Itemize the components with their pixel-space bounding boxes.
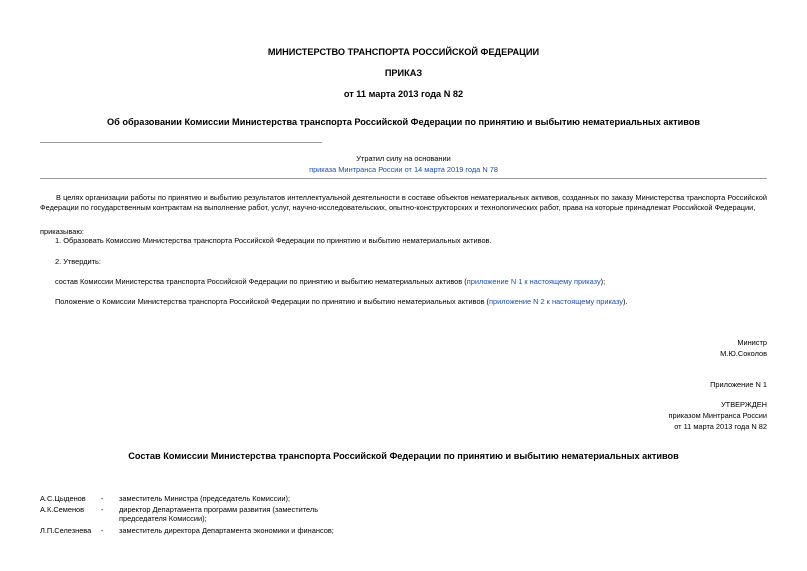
appendix-2-link[interactable]: приложение N 2 к настоящему приказу bbox=[489, 297, 623, 306]
sub-item-2-text: Положение о Комиссии Министерства транспорта Российской Федерации по принятию и выбытию нематериальных активов ( bbox=[55, 297, 490, 306]
appendix-title: Состав Комиссии Министерства транспорта Российской Федерации по принятию и выбытию нематериальных активов bbox=[128, 451, 679, 461]
separator-short bbox=[40, 142, 322, 143]
member-role: директор Департамента программ развития (заместитель председателя Комиссии); bbox=[119, 505, 319, 523]
appendix-1-link[interactable]: приложение N 1 к настоящему приказу bbox=[466, 277, 601, 286]
order-sub-item-1 bbox=[55, 277, 605, 286]
signature-name: М.Ю.Соколов bbox=[720, 349, 767, 358]
appendix-label: Приложение N 1 bbox=[710, 380, 767, 389]
separator-long bbox=[40, 178, 767, 179]
appendix-by-order: приказом Минтранса России bbox=[668, 411, 767, 420]
member-dash: - bbox=[101, 494, 104, 503]
member-role: заместитель директора Департамента экономики и финансов; bbox=[119, 526, 334, 535]
intro-paragraph: В целях организации работы по принятию и выбытию результатов интеллектуальной деятельности в составе объектов нематериальных активов, созданных по заказу Министерства транспорта Российской Федерации по государственным контрактам на выполнение работ, услуг, научно-исследовательских, опытно-конструкторских и технологических работ, права на которые принадлежат Российской Федерации, bbox=[40, 193, 767, 212]
order-item-1: 1. Образовать Комиссию Министерства транспорта Российской Федерации по принятию и выбытию нематериальных активов. bbox=[55, 236, 492, 245]
order-sub-item-2 bbox=[55, 297, 627, 306]
member-name: А.С.Цыденов bbox=[40, 494, 86, 503]
appendix-date: от 11 марта 2013 года N 82 bbox=[674, 422, 767, 431]
doc-date-number: от 11 марта 2013 года N 82 bbox=[343, 89, 464, 99]
member-dash: - bbox=[101, 526, 104, 535]
member-dash: - bbox=[101, 505, 104, 514]
ministry-heading: МИНИСТЕРСТВО ТРАНСПОРТА РОССИЙСКОЙ ФЕДЕРАЦИИ bbox=[267, 47, 540, 57]
repeal-notice-link[interactable]: приказа Минтранса России от 14 марта 2019 года N 78 bbox=[309, 165, 498, 174]
orders-label: приказываю: bbox=[40, 227, 84, 236]
repeal-notice bbox=[0, 154, 807, 174]
doc-type-heading: ПРИКАЗ bbox=[384, 68, 423, 78]
sub-item-1-end: ); bbox=[600, 277, 606, 286]
doc-title: Об образовании Комиссии Министерства транспорта Российской Федерации по принятию и выбытию нематериальных активов bbox=[106, 117, 701, 127]
member-name: Л.П.Селезнева bbox=[40, 526, 92, 535]
sub-item-2-end: ). bbox=[622, 297, 628, 306]
sub-item-1-text: состав Комиссии Министерства транспорта Российской Федерации по принятию и выбытию нематериальных активов ( bbox=[55, 277, 467, 286]
appendix-approved: УТВЕРЖДЕН bbox=[720, 400, 767, 409]
signature-position: Министр bbox=[737, 338, 767, 347]
member-role: заместитель Министра (председатель Комиссии); bbox=[119, 494, 291, 503]
repeal-notice-text: Утратил силу на основании bbox=[356, 154, 451, 163]
member-name: А.К.Семенов bbox=[40, 505, 85, 514]
order-item-2: 2. Утвердить: bbox=[55, 257, 101, 266]
